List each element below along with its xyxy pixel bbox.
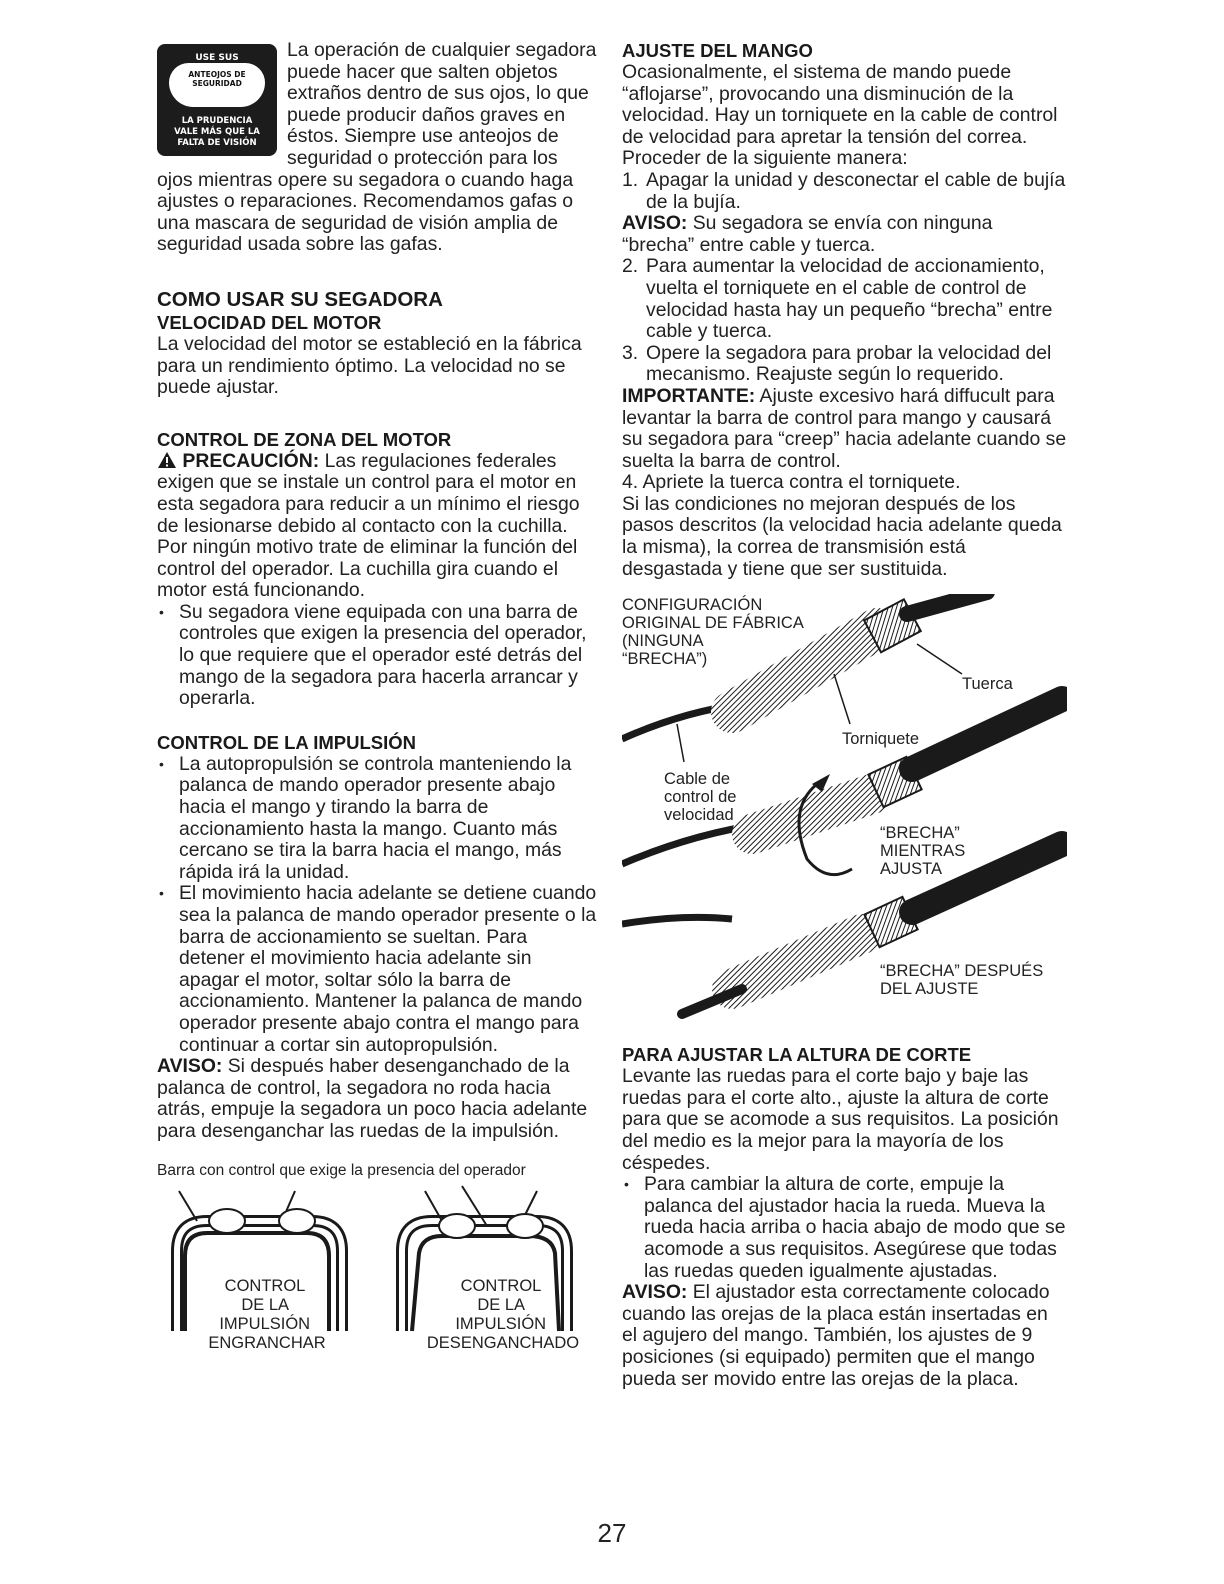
turnbuckle-label: Torniquete (842, 730, 920, 749)
section-title: COMO USAR SU SEGADORA (157, 287, 443, 311)
nut-label: Tuerca (962, 675, 1013, 694)
engaged-label: CONTROL DE LA IMPULSIÓN ENGRANCHAR (208, 1276, 326, 1351)
handle-adjust-text: Ocasionalmente, el sistema de mando puede “aflojarse”, provocando una disminución de la velocidad. Hay un torniquete en la cable de control de velocidad para apretar la tensión del correa. Proceder de la siguiente manera: (622, 61, 1058, 170)
badge-lens-line-1: ANTEOJOS DE (188, 70, 246, 79)
step-3 (622, 343, 1067, 386)
drive-control-heading: CONTROL DE LA IMPULSIÓN (157, 731, 416, 753)
badge-bottom-line-3: FALTA DE VISIÓN (177, 138, 257, 148)
gap-adjusting-label: “BRECHA” MIENTRAS AJUSTA (880, 824, 966, 879)
step-1-text: Apagar la unidad y desconectar el cable de bujía de la bujía. (646, 168, 1066, 213)
turnbuckle-figure (622, 594, 1067, 1044)
step-2 (622, 256, 1067, 342)
notice-1 (622, 213, 1067, 256)
step-2-text: Para aumentar la velocidad de accionamiento, vuelta el torniquete en el cable de control de velocidad hasta hay un pequeño “brecha” entre cable y tuerca. (646, 255, 1053, 343)
drive-notice (157, 1056, 597, 1142)
caution-paragraph (157, 451, 597, 602)
engine-speed-text: La velocidad del motor se estableció en la fábrica para un rendimiento óptimo. La velocidad no se puede ajustar. (157, 332, 582, 399)
notice-2 (622, 1282, 1067, 1390)
engine-speed-heading: VELOCIDAD DEL MOTOR (157, 311, 382, 333)
important-text: Ajuste excesivo hará diffucult para levantar la barra de control para mango y causará su segadora para “creep” hacia adelante cuando se suelta la barra de control. (622, 384, 1067, 472)
goggles-icon (169, 63, 265, 107)
intro-paragraph: La operación de cualquier segadora puede hacer que salten objetos extraños dentro de sus ojos, lo que puede producir daños graves en éstos. Siempre use anteojos de seguridad o protección para los ojos mientras opere su segadora o cuando haga ajustes o reparaciones. Recomendamos gafas o una mascara de seguridad de visión amplia de seguridad usada sobre las gafas. (157, 40, 597, 256)
drive-notice-text: Si después haber desenganchado de la palanca de control, la segadora no roda hacia atrás, empuje la segadora un poco hacia adelante para desenganchar las ruedas de la impulsión. (157, 1055, 588, 1142)
notice-2-label: AVISO: (622, 1281, 688, 1304)
cable-label: Cable de control de velocidad (664, 770, 737, 825)
safety-intro (157, 40, 597, 256)
badge-bottom-text (157, 116, 277, 149)
badge-bottom-line-1: LA PRUDENCIA (181, 116, 253, 126)
cut-height-text: Levante las ruedas para el corte bajo y baje las ruedas para el corte alto., ajuste la altura de corte para que se acomode a sus requisitos. La posición del medio es la mejor para la mayoría de los céspedes. (622, 1065, 1059, 1174)
caution-text: Las regulaciones federales exigen que se instale un control para el motor en esta segadora para reducir a un mínimo el riesgo de lesionarse debido al contacto con la cuchilla. Por ningún motivo trate de eliminar la función del control del operador. La cuchilla gira cuando el motor está funcionando. (157, 449, 580, 602)
right-column (622, 40, 1067, 1390)
badge-bottom-line-2: VALE MÁS QUE LA (174, 127, 260, 137)
badge-lens-line-2: SEGURIDAD (192, 79, 242, 88)
important-note (622, 386, 1067, 472)
cut-height-bullet: • Para cambiar la altura de corte, empuje la palanca del ajustador hacia la rueda. Mueva la rueda hacia arriba o hacia abajo de modo que se acomode a sus requisitos. Asegúrese que todas las ruedas queden igualmente ajustadas. (622, 1174, 1067, 1282)
drive-notice-label: AVISO: (157, 1055, 223, 1078)
config-label: CONFIGURACIÓN ORIGINAL DE FÁBRICA (NINGUNA “BRECHA”) (622, 596, 803, 669)
drive-bullet-2: • El movimiento hacia adelante se detiene cuando sea la palanca de mando operador presente o la barra de accionamiento se sueltan. Para detener el movimiento hacia adelante sin apagar el motor, soltar sólo la barra de accionamiento. Mantener la palanca de mando operador presente abajo contra el mango para continuar a cortar sin autopropulsión. (157, 883, 597, 1056)
cable-assembly-after (622, 844, 1062, 1014)
drive-control-figure (157, 1181, 597, 1351)
closing-paragraph: Si las condiciones no mejoran después de los pasos descritos (la velocidad hacia adelante queda la misma), la correa de transmisión está desgastada y tiene que ser sustituida. (622, 492, 1062, 580)
disengaged-label: CONTROL DE LA IMPULSIÓN DESENGANCHADO (426, 1276, 580, 1351)
page-number: 27 (597, 1518, 627, 1548)
step-3-number: 3. (622, 341, 639, 364)
engine-zone-heading: CONTROL DE ZONA DEL MOTOR (157, 428, 452, 450)
cut-height-heading: PARA AJUSTAR LA ALTURA DE CORTE (622, 1044, 972, 1066)
zone-bullet: • Su segadora viene equipada con una barra de controles que exigen la presencia del operador, lo que requiere que el operador esté detrás del mango de la segadora para hacerla arrancar y operarla. (157, 602, 597, 710)
step-2-number: 2. (622, 255, 639, 278)
warning-triangle-icon (157, 451, 177, 469)
drive-bullet-1: • La autopropulsión se controla manteniendo la palanca de mando operador presente abajo hacia el mango y tirando la barra de accionamiento hasta la mango. Cuanto más cercano se tira la barra hacia el mango, más rápida irá la unidad. (157, 754, 597, 884)
notice-1-label: AVISO: (622, 212, 688, 235)
drive-figure-caption: Barra con control que exige la presencia del operador (157, 1161, 526, 1179)
gap-after-label: “BRECHA” DESPUÉS DEL AJUSTE (880, 962, 1044, 999)
step-4: 4. Apriete la tuerca contra el torniquete. (622, 471, 961, 494)
important-label: IMPORTANTE: (622, 384, 756, 407)
caution-label: PRECAUCIÓN: (182, 449, 320, 472)
notice-1-text: Su segadora se envía con ninguna “brecha” entre cable y tuerca. (622, 212, 993, 256)
step-3-text: Opere la segadora para probar la velocidad del mecanismo. Reajuste según lo requerido. (646, 341, 1052, 386)
left-column (157, 40, 597, 1351)
notice-2-text: El ajustador esta correctamente colocado cuando las orejas de la placa están insertadas en el agujero del mango. También, los ajustes de 9 posiciones (si equipado) permiten que el mango pueda ser movido entre las orejas de la placa. (622, 1281, 1050, 1390)
step-1 (622, 170, 1067, 213)
handle-adjust-heading: AJUSTE DEL MANGO (622, 40, 813, 61)
badge-top-text: USE SUS (195, 53, 239, 63)
safety-glasses-badge (157, 44, 277, 156)
step-1-number: 1. (622, 168, 639, 191)
